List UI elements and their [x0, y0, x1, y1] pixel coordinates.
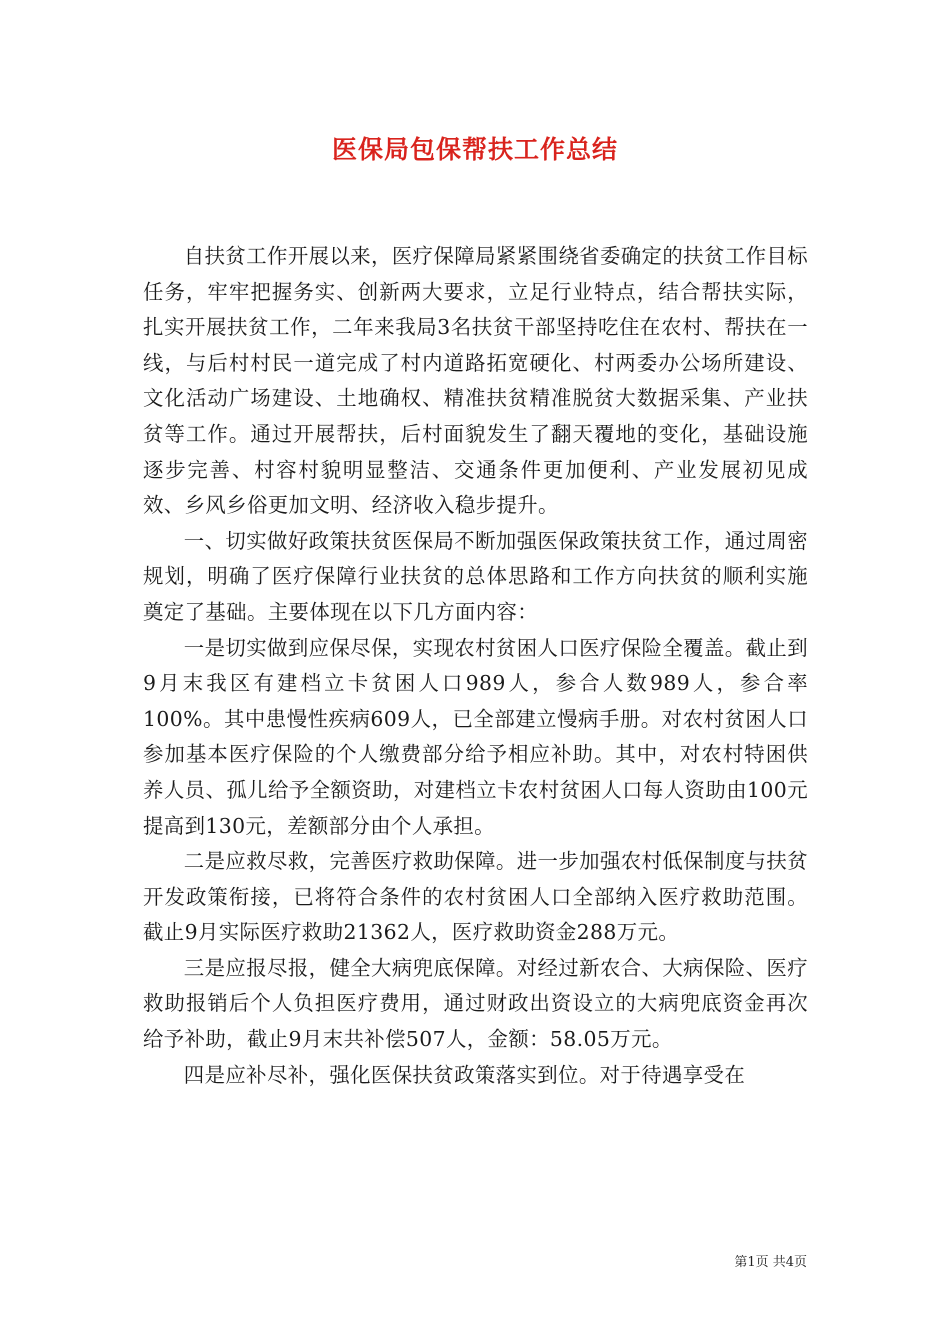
document-body	[143, 239, 808, 1093]
paragraph-intro: 自扶贫工作开展以来，医疗保障局紧紧围绕省委确定的扶贫工作目标任务，牢牢把握务实、创新两大要求，立足行业特点，结合帮扶实际，扎实开展扶贫工作，二年来我局3名扶贫干部坚持吃住在农村、帮扶在一线，与后村村民一道完成了村内道路拓宽硬化、村两委办公场所建设、文化活动广场建设、土地确权、精准扶贫精准脱贫大数据采集、产业扶贫等工作。通过开展帮扶，后村面貌发生了翻天覆地的变化，基础设施逐步完善、村容村貌明显整洁、交通条件更加便利、产业发展初见成效、乡风乡俗更加文明、经济收入稳步提升。	[143, 244, 808, 518]
paragraph-item-4: 四是应补尽补，强化医保扶贫政策落实到位。对于待遇享受在	[183, 1062, 746, 1087]
paragraph-item-1: 一是切实做到应保尽保，实现农村贫困人口医疗保险全覆盖。截止到9月末我区有建档立卡贫困人口989人，参合人数989人，参合率100%。其中患慢性疾病609人，已全部建立慢病手册。对农村贫困人口参加基本医疗保险的个人缴费部分给予相应补助。其中，对农村特困供养人员、孤儿给予全额资助，对建档立卡农村贫困人口每人资助由100元提高到130元，差额部分由个人承担。	[143, 635, 808, 838]
paragraph-item-3: 三是应报尽报，健全大病兜底保障。对经过新农合、大病保险、医疗救助报销后个人负担医疗费用，通过财政出资设立的大病兜底资金再次给予补助，截止9月末共补偿507人，金额：58.05万元。	[143, 955, 808, 1052]
page-number: 第1页 共4页	[734, 1255, 807, 1270]
document-title: 医保局包保帮扶工作总结	[331, 135, 618, 164]
paragraph-item-2: 二是应救尽救，完善医疗救助保障。进一步加强农村低保制度与扶贫开发政策衔接，已将符合条件的农村贫困人口全部纳入医疗救助范围。截止9月实际医疗救助21362人，医疗救助资金288万元。	[143, 849, 808, 945]
paragraph-section-1: 一、切实做好政策扶贫医保局不断加强医保政策扶贫工作，通过周密规划，明确了医疗保障行业扶贫的总体思路和工作方向扶贫的顺利实施奠定了基础。主要体现在以下几方面内容：	[143, 528, 808, 624]
